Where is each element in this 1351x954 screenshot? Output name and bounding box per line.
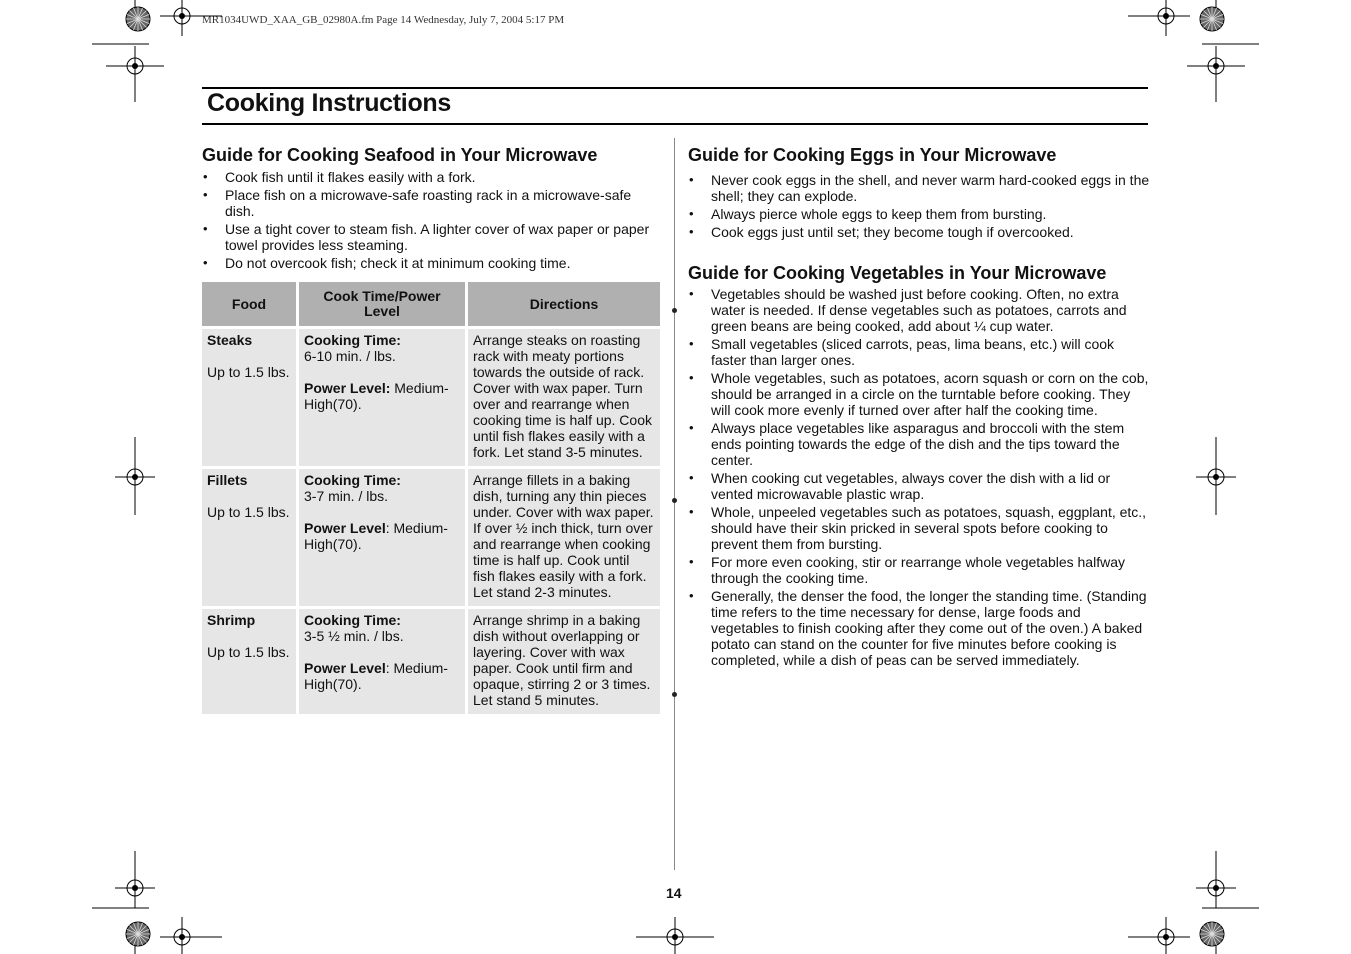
food-cell	[202, 469, 296, 606]
list-item: • Small vegetables (sliced carrots, peas, lima beans, etc.) will cook faster than larger ones.	[688, 336, 1150, 368]
column-header-food: Food	[202, 282, 296, 326]
food-amount: Up to 1.5 lbs.	[207, 644, 290, 660]
list-item: • Cook eggs just until set; they become tough if overcooked.	[688, 224, 1150, 240]
cooking-time-value: 3-5 ½ min. / lbs.	[304, 628, 404, 644]
eggs-bullet-list	[688, 172, 1150, 240]
food-amount: Up to 1.5 lbs.	[207, 504, 290, 520]
list-item: • Whole, unpeeled vegetables such as potatoes, squash, eggplant, etc., should have their skin pricked in several spots before cooking to prevent them from bursting.	[688, 504, 1150, 552]
column-header-cook-time: Cook Time/Power Level	[299, 282, 465, 326]
food-cell	[202, 329, 296, 466]
cooking-time-label: Cooking Time:	[304, 472, 401, 488]
list-item: • Never cook eggs in the shell, and never warm hard-cooked eggs in the shell; they can explode.	[688, 172, 1150, 204]
vegetables-bullet-list	[688, 286, 1150, 668]
list-item: • Do not overcook fish; check it at minimum cooking time.	[202, 255, 662, 271]
power-level-label: Power Level:	[304, 380, 391, 396]
directions-cell: Arrange shrimp in a baking dish without overlapping or layering. Cover with wax paper. Cook until firm and opaque, stirring 2 or 3 times. Let stand 5 minutes.	[468, 609, 660, 714]
column-divider	[674, 138, 675, 870]
seafood-section	[202, 144, 662, 717]
seafood-bullet-list	[202, 169, 662, 271]
list-item: • Place fish on a microwave-safe roasting rack in a microwave-safe dish.	[202, 187, 662, 219]
list-item: • Use a tight cover to steam fish. A lighter cover of wax paper or paper towel provides less steaming.	[202, 221, 662, 253]
power-level-value: : Medium-High(70).	[304, 660, 448, 692]
binding-dot	[672, 498, 677, 503]
list-item: • Cook fish until it flakes easily with a fork.	[202, 169, 662, 185]
cooking-time-value: 6-10 min. / lbs.	[304, 348, 396, 364]
power-level	[304, 660, 460, 692]
list-item: • Always place vegetables like asparagus and broccoli with the stem ends pointing towards the edge of the dish and the tips toward the center.	[688, 420, 1150, 468]
power-level-label: Power Level	[304, 520, 386, 536]
vegetables-heading: Guide for Cooking Vegetables in Your Microwave	[688, 263, 1107, 283]
right-column	[688, 144, 1150, 670]
print-header-meta: MR1034UWD_XAA_GB_02980A.fm Page 14 Wednesday, July 7, 2004 5:17 PM	[202, 14, 565, 26]
table-header-row	[202, 282, 660, 326]
power-level	[304, 520, 460, 552]
power-level	[304, 380, 460, 412]
list-item: • Generally, the denser the food, the longer the standing time. (Standing time refers to the time necessary for dense, large foods and vegetables to finish cooking after they come out of the oven.) A baked potato can stand on the counter for five minutes before cooking is completed, while a dish of peas can be served immediately.	[688, 588, 1150, 668]
binding-dot	[672, 308, 677, 313]
cook-time-cell	[299, 329, 465, 466]
power-level-value: Medium-High(70).	[304, 380, 449, 412]
column-header-directions: Directions	[468, 282, 660, 326]
food-cell	[202, 609, 296, 714]
list-item: • When cooking cut vegetables, always cover the dish with a lid or vented microwavable plastic wrap.	[688, 470, 1150, 502]
page-number: 14	[666, 885, 682, 901]
cooking-time-label: Cooking Time:	[304, 332, 401, 348]
food-name: Shrimp	[207, 612, 256, 628]
power-level-label: Power Level	[304, 660, 386, 676]
food-amount: Up to 1.5 lbs.	[207, 364, 290, 380]
seafood-table	[199, 279, 663, 717]
list-item: • Always pierce whole eggs to keep them from bursting.	[688, 206, 1150, 222]
table-row	[202, 469, 660, 606]
power-level-value: : Medium-High(70).	[304, 520, 448, 552]
cooking-time-label: Cooking Time:	[304, 612, 401, 628]
list-item: • For more even cooking, stir or rearrange whole vegetables halfway through the cooking time.	[688, 554, 1150, 586]
table-row	[202, 329, 660, 466]
food-name: Fillets	[207, 472, 248, 488]
cook-time-cell	[299, 609, 465, 714]
binding-dot	[672, 692, 677, 697]
cook-time-cell	[299, 469, 465, 606]
seafood-heading: Guide for Cooking Seafood in Your Microwave	[202, 145, 598, 165]
title-bottom-rule	[202, 123, 1148, 125]
list-item: • Whole vegetables, such as potatoes, acorn squash or corn on the cob, should be arranged in a circle on the turntable before cooking. They will cook more evenly if turned over after half the cooking time.	[688, 370, 1150, 418]
directions-cell: Arrange steaks on roasting rack with meaty portions towards the outside of rack. Cover with wax paper. Turn over and rearrange when cooking time is half up. Cook until fish flakes easily with a fork. Let stand 3-5 minutes.	[468, 329, 660, 466]
table-row	[202, 609, 660, 714]
cooking-time-value: 3-7 min. / lbs.	[304, 488, 389, 504]
page-title: Cooking Instructions	[207, 89, 452, 117]
food-name: Steaks	[207, 332, 253, 348]
directions-cell: Arrange fillets in a baking dish, turning any thin pieces under. Cover with wax paper. If over ½ inch thick, turn over and rearrange when cooking time is half up. Cook until fish flakes easily with a fork. Let stand 2-3 minutes.	[468, 469, 660, 606]
list-item: • Vegetables should be washed just before cooking. Often, no extra water is needed. If dense vegetables such as potatoes, carrots and green beans are being cooked, add about ¼ cup water.	[688, 286, 1150, 334]
eggs-heading: Guide for Cooking Eggs in Your Microwave	[688, 145, 1057, 165]
